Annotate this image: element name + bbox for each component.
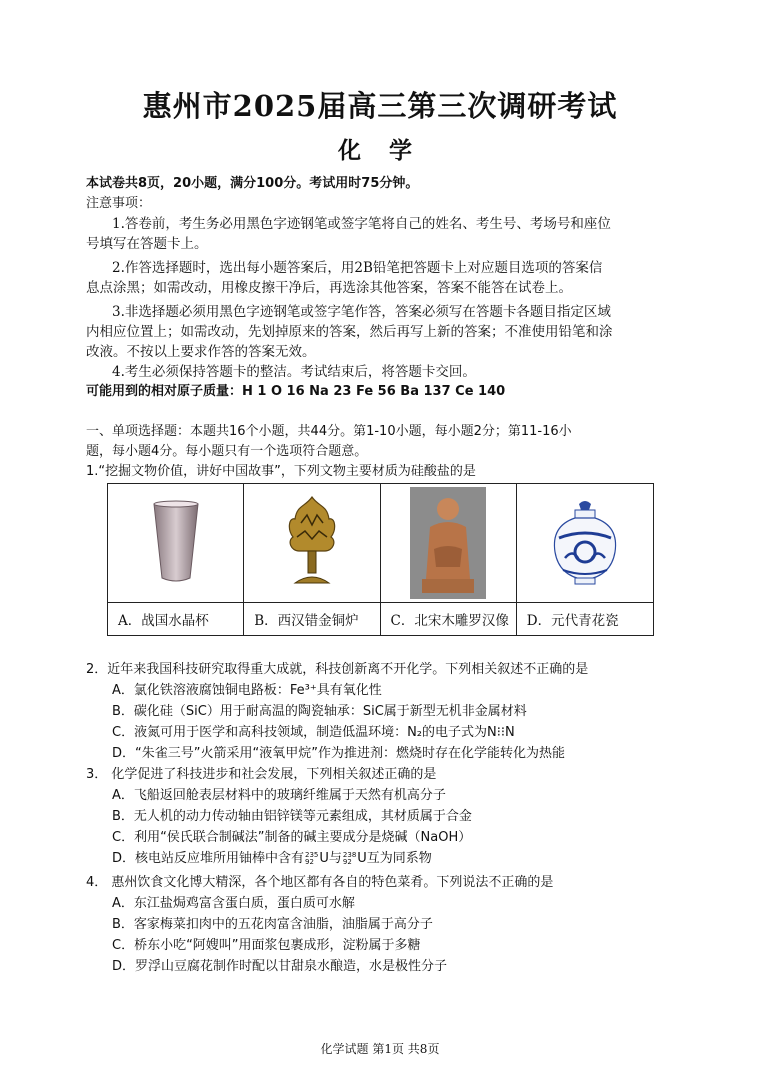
q2-option-a: A．氯化铁溶液腐蚀铜电路板：Fe³⁺具有氧化性 [112, 683, 382, 698]
q3-d-suffix: U互为同系物 [357, 851, 432, 866]
note-3-line-1: 3.非选择题必须用黑色字迹钢笔或签字笔作答，答案必须写在答题卡各题目指定区域 [112, 304, 611, 320]
subject-title: 化 学 [337, 137, 422, 164]
exam-title: 惠州市2025届高三第三次调研考试 [142, 89, 618, 123]
q2-option-c: C．液氮可用于医学和高科技领域，制造低温环境：N₂的电子式为N⁝⁝N [112, 725, 515, 740]
notice-heading: 注意事项： [86, 196, 152, 211]
note-3-line-3: 改液。不按以上要求作答的答案无效。 [86, 344, 316, 360]
q3-option-d [112, 849, 712, 869]
section-heading-line-2: 题，每小题4分。每小题只有一个选项符合题意。 [86, 444, 368, 459]
uranium-238-notation: 238 92 [342, 850, 357, 866]
q1-stem: 1.“挖掘文物价值，讲好中国故事”，下列文物主要材质为硅酸盐的是 [86, 464, 476, 479]
q4-option-a: A．东江盐焗鸡富含蛋白质，蛋白质可水解 [112, 896, 355, 911]
q4-option-d: D．罗浮山豆腐花制作时配以甘甜泉水酿造，水是极性分子 [112, 959, 448, 974]
q4-stem: 4． 惠州饮食文化博大精深，各个地区都有各自的特色菜肴。下列说法不正确的是 [86, 875, 554, 890]
q1-option-a: A．战国水晶杯 [108, 602, 244, 635]
note-2-line-2: 息点涂黑；如需改动，用橡皮擦干净后，再选涂其他答案，答案不能答在试卷上。 [86, 280, 572, 296]
note-1-line-1: 1.答卷前，考生务必用黑色字迹钢笔或签字笔将自己的姓名、考生号、考场号和座位 [112, 216, 611, 232]
q3-option-b: B．无人机的动力传动轴由铝锌镁等元素组成，其材质属于合金 [112, 809, 472, 824]
q2-option-b: B．碳化硅（SiC）用于耐高温的陶瓷轴承：SiC属于新型无机非金属材料 [112, 704, 527, 719]
blue-white-porcelain-image [517, 484, 653, 602]
q4-option-b: B．客家梅菜扣肉中的五花肉富含油脂，油脂属于高分子 [112, 917, 433, 932]
wooden-arhat-image [381, 484, 517, 602]
q3-option-a: A．飞船返回舱表层材料中的玻璃纤维属于天然有机高分子 [112, 788, 446, 803]
q4-option-c: C．桥东小吃“阿嫂叫”用面浆包裹成形，淀粉属于多糖 [112, 938, 421, 953]
q1-option-d: D．元代青花瓷 [517, 602, 653, 635]
page-footer: 化学试题 第1页 共8页 [320, 1042, 440, 1056]
q1-option-b: B．西汉错金铜炉 [244, 602, 380, 635]
q3-d-mid: U与 [319, 851, 342, 866]
note-1-line-2: 号填写在答题卡上。 [86, 236, 208, 252]
note-2-line-1: 2.作答选择题时，选出每小题答案后，用2B铅笔把答题卡上对应题目选项的答案信 [112, 260, 603, 276]
q1-artifact-table [107, 483, 654, 636]
q2-option-d: D．“朱雀三号”火箭采用“液氧甲烷”作为推进剂：燃烧时存在化学能转化为热能 [112, 746, 565, 761]
atomic-masses: 可能用到的相对原子质量：H 1 O 16 Na 23 Fe 56 Ba 137 Ce 140 [86, 384, 506, 399]
q1-option-c: C．北宋木雕罗汉像 [381, 602, 517, 635]
exam-summary: 本试卷共8页，20小题，满分100分。考试用时75分钟。 [86, 176, 419, 191]
uranium-235-notation: 235 92 [305, 850, 319, 866]
note-4: 4.考生必须保持答题卡的整洁。考试结束后，将答题卡交回。 [112, 364, 476, 380]
note-3-line-2: 内相应位置上；如需改动，先划掉原来的答案，然后再写上新的答案；不准使用铅笔和涂 [86, 324, 613, 340]
section-heading-line-1: 一、单项选择题：本题共16个小题，共44分。第1-10小题，每小题2分；第11-16小 [86, 424, 572, 439]
bronze-censer-image [244, 484, 380, 602]
q2-stem: 2．近年来我国科技研究取得重大成就，科技创新离不开化学。下列相关叙述不正确的是 [86, 662, 589, 677]
q3-stem: 3． 化学促进了科技进步和社会发展，下列相关叙述正确的是 [86, 767, 437, 782]
q3-option-c: C．利用“侯氏联合制碱法”制备的碱主要成分是烧碱（NaOH） [112, 830, 472, 845]
crystal-cup-image [108, 484, 244, 602]
q3-d-prefix: D．核电站反应堆所用铀棒中含有 [112, 851, 305, 866]
